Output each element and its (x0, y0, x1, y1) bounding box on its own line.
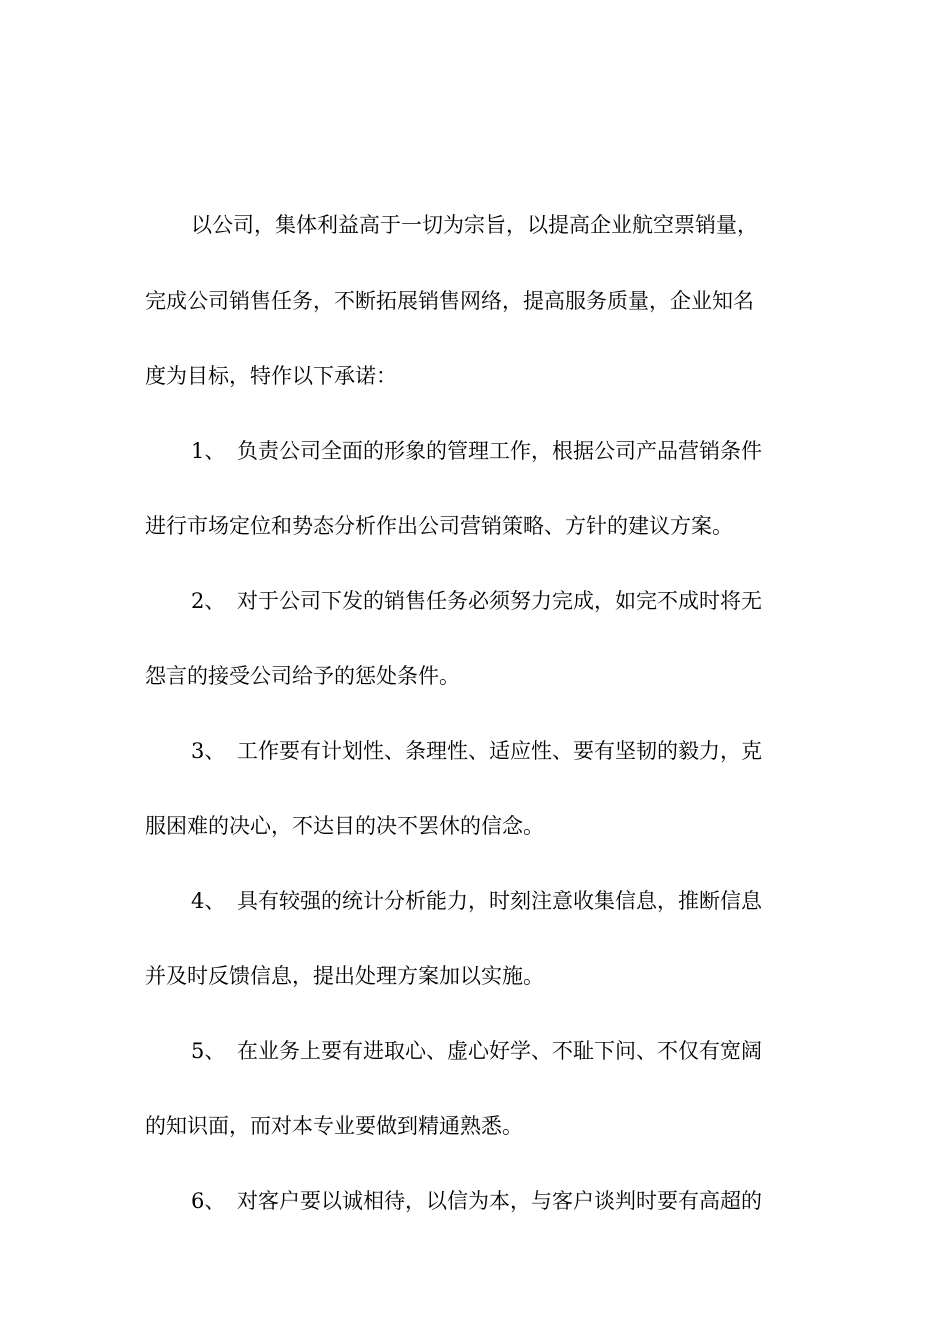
list-item-5-text: 在业务上要有进取心、虚心好学、不耻下问、不仅有宽阔 (237, 1039, 762, 1063)
intro-line-1: 以公司，集体利益高于一切为宗旨，以提高企业航空票销量， (191, 213, 758, 237)
list-item-3-line-1 (191, 734, 810, 768)
list-item-5-line-2: 的知识面，而对本专业要做到精通熟悉。 (145, 1114, 523, 1138)
list-item-4-line-2: 并及时反馈信息，提出处理方案加以实施。 (145, 964, 544, 988)
list-item-3-line-2: 服困难的决心，不达目的决不罢休的信念。 (145, 814, 544, 838)
list-item-2-text: 对于公司下发的销售任务必须努力完成，如完不成时将无 (237, 589, 762, 613)
list-item-4-text: 具有较强的统计分析能力，时刻注意收集信息，推断信息 (237, 889, 762, 913)
list-item-2-line-2: 怨言的接受公司给予的惩处条件。 (145, 664, 460, 688)
list-item-4-number: 4、 (191, 889, 226, 913)
list-item-3-text: 工作要有计划性、条理性、适应性、要有坚韧的毅力，克 (237, 739, 762, 763)
list-item-6-line-1 (191, 1184, 810, 1218)
list-item-1-text: 负责公司全面的形象的管理工作，根据公司产品营销条件 (237, 439, 762, 463)
list-item-2-line-1 (191, 584, 810, 618)
list-item-6-number: 6、 (191, 1189, 226, 1213)
list-item-1-number: 1、 (191, 439, 226, 463)
list-item-2-number: 2、 (191, 589, 226, 613)
list-item-3-number: 3、 (191, 739, 226, 763)
list-item-5-number: 5、 (191, 1039, 226, 1063)
list-item-6-text: 对客户要以诚相待，以信为本，与客户谈判时要有高超的 (237, 1189, 762, 1213)
list-item-4-line-1 (191, 884, 810, 918)
list-item-1-line-2: 进行市场定位和势态分析作出公司营销策略、方针的建议方案。 (145, 514, 733, 538)
intro-line-2: 完成公司销售任务，不断拓展销售网络，提高服务质量，企业知名 (145, 289, 754, 313)
list-item-1-line-1 (191, 434, 810, 468)
list-item-5-line-1 (191, 1034, 810, 1068)
intro-line-3: 度为目标，特作以下承诺： (145, 364, 397, 388)
